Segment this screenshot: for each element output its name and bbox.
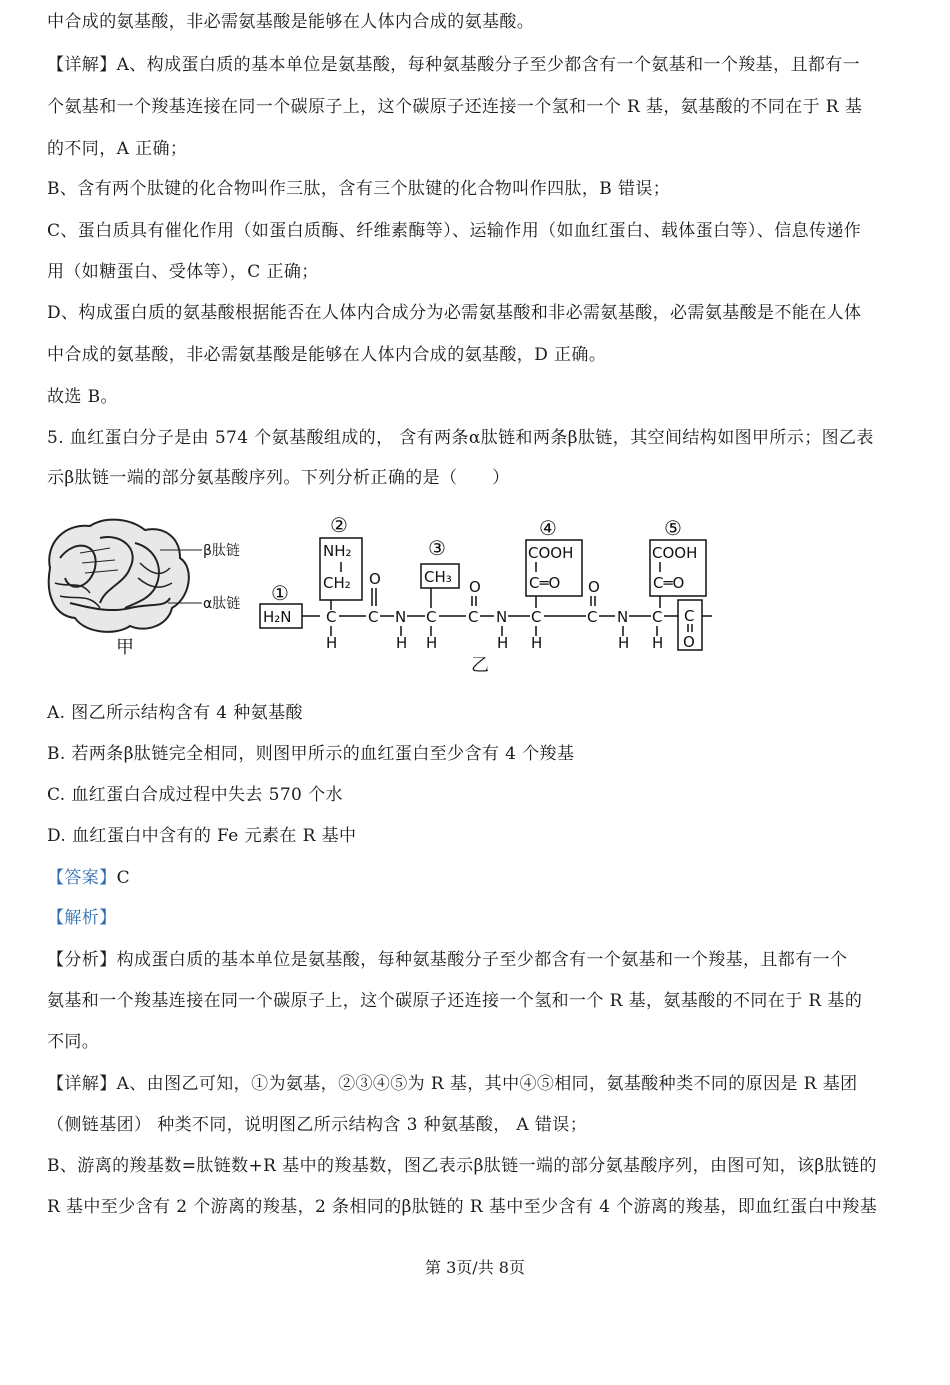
circled-number: ③ [428, 536, 446, 560]
text-line: C、蛋白质具有催化作用（如蛋白质酶、纤维素酶等）、运输作用（如血红蛋白、载体蛋白等）、信息传递作 [47, 221, 862, 241]
oxygen: O [588, 578, 600, 596]
alpha-carbon: C [326, 608, 337, 626]
hydrogen: H [618, 634, 630, 652]
r-group-text: COOH [652, 544, 698, 562]
text-line: 【详解】A、构成蛋白质的基本单位是氨基酸，每种氨基酸分子至少都含有一个氨基和一个羧基，且都有一 [47, 55, 861, 75]
peptide-chain-figure [260, 513, 712, 676]
hydrogen: H [497, 634, 509, 652]
answer-value: C [116, 868, 131, 888]
jia-label: 甲 [116, 637, 134, 658]
alpha-chain-label: α肽链 [203, 596, 241, 612]
text-line: 中合成的氨基酸，非必需氨基酸是能够在人体内合成的氨基酸。 [47, 12, 535, 32]
alpha-carbon: C [652, 608, 663, 626]
oxygen: O [369, 570, 381, 588]
alpha-carbon: C [426, 608, 437, 626]
oxygen: O [683, 633, 695, 651]
page-footer: 第 3页/共 8页 [425, 1258, 525, 1277]
r-group-text: C═O [529, 574, 561, 592]
beta-chain-label: β肽链 [203, 543, 240, 559]
analysis-line: 【分析】构成蛋白质的基本单位是氨基酸，每种氨基酸分子至少都含有一个氨基和一个羧基，且都有一个 [47, 950, 848, 970]
r-group-text: C═O [653, 574, 685, 592]
circled-number: ② [330, 513, 348, 537]
analysis-line: B、游离的羧基数=肽链数+R 基中的羧基数，图乙表示β肽链一端的部分氨基酸序列，由图可知，该β肽链的 [47, 1156, 877, 1176]
text-line: 故选 B。 [47, 387, 118, 407]
question-5-text: 5. 血红蛋白分子是由 574 个氨基酸组成的， 含有两条α肽链和两条β肽链，其空间结构如图甲所示；图乙表 [47, 428, 874, 448]
analysis-label: 【解析】 [47, 908, 117, 928]
carbonyl-carbon: C [368, 608, 379, 626]
circled-number: ⑤ [664, 516, 682, 540]
option-d: D. 血红蛋白中含有的 Fe 元素在 R 基中 [47, 826, 357, 846]
hydrogen: H [531, 634, 543, 652]
oxygen: O [469, 578, 481, 596]
option-c: C. 血红蛋白合成过程中失去 570 个水 [47, 785, 343, 805]
r-group-text: CH₃ [424, 568, 452, 586]
yi-label: 乙 [471, 655, 489, 676]
r-group-text: NH₂ [323, 542, 352, 560]
analysis-line: 【详解】A、由图乙可知，①为氨基，②③④⑤为 R 基，其中④⑤相同，氨基酸种类不同的原因是 R 基团 [47, 1074, 858, 1094]
nitrogen: N [617, 608, 629, 626]
hydrogen: H [396, 634, 408, 652]
analysis-line: 不同。 [47, 1032, 100, 1052]
text-line: 的不同，A 正确； [47, 139, 188, 159]
option-b: B. 若两条β肽链完全相同，则图甲所示的血红蛋白至少含有 4 个羧基 [47, 744, 575, 764]
hydrogen: H [426, 634, 438, 652]
carbonyl-carbon: C [468, 608, 479, 626]
text-line: D、构成蛋白质的氨基酸根据能否在人体内合成分为必需氨基酸和非必需氨基酸，必需氨基酸是不能在人体 [47, 303, 862, 323]
hydrogen: H [326, 634, 338, 652]
option-a: A. 图乙所示结构含有 4 种氨基酸 [47, 703, 303, 723]
circled-number: ① [271, 581, 289, 605]
hemoglobin-diagram [40, 508, 720, 678]
carbonyl-carbon: C [684, 607, 695, 625]
text-line: 个氨基和一个羧基连接在同一个碳原子上，这个碳原子还连接一个氢和一个 R 基，氨基酸的不同在于 R 基 [47, 97, 863, 117]
hydrogen: H [652, 634, 664, 652]
text-line: 中合成的氨基酸，非必需氨基酸是能够在人体内合成的氨基酸，D 正确。 [47, 345, 607, 365]
amino-group: H₂N [263, 608, 292, 626]
nitrogen: N [496, 608, 508, 626]
r-group-text: COOH [528, 544, 574, 562]
carbonyl-carbon: C [587, 608, 598, 626]
protein-structure-figure [49, 520, 202, 632]
question-5-text: 示β肽链一端的部分氨基酸序列。下列分析正确的是（ ） [47, 468, 510, 488]
analysis-line: R 基中至少含有 2 个游离的羧基，2 条相同的β肽链的 R 基中至少含有 4 个游离的羧基，即血红蛋白中羧基 [47, 1197, 878, 1217]
answer-label: 【答案】 [47, 868, 117, 888]
analysis-line: 氨基和一个羧基连接在同一个碳原子上，这个碳原子还连接一个氢和一个 R 基，氨基酸的不同在于 R 基的 [47, 991, 863, 1011]
text-line: B、含有两个肽键的化合物叫作三肽，含有三个肽键的化合物叫作四肽，B 错误； [47, 179, 671, 199]
nitrogen: N [395, 608, 407, 626]
answer-line [47, 867, 907, 889]
text-line: 用（如糖蛋白、受体等），C 正确； [47, 262, 319, 282]
analysis-line: （侧链基团） 种类不同，说明图乙所示结构含 3 种氨基酸， A 错误； [47, 1115, 588, 1135]
alpha-carbon: C [531, 608, 542, 626]
circled-number: ④ [539, 516, 557, 540]
r-group-text: CH₂ [323, 574, 351, 592]
